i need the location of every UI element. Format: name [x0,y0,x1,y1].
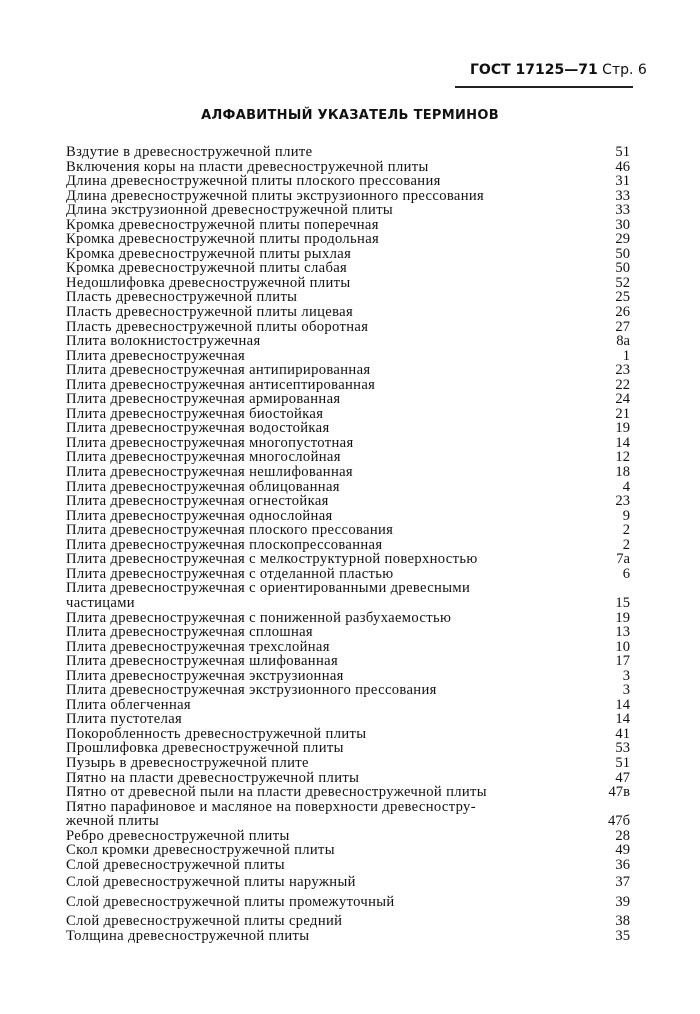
index-entry [66,436,630,451]
entry-term: Плита древесностружечная антипирированная [66,362,371,379]
entry-reference: 17 [615,653,630,670]
entry-term: Плита древесностружечная плоского прессования [66,522,394,539]
entry-reference: 8а [616,333,630,350]
entry-reference: 35 [615,927,630,944]
entry-reference: 50 [615,245,630,262]
page-header [470,62,647,78]
entry-term: Ребро древесностружечной плиты [66,827,290,844]
entry-term: Плита древесностружечная многослойная [66,449,341,466]
entry-term: частицами [66,594,135,611]
entry-reference: 47б [607,813,630,830]
entry-term: Покоробленность древесностружечной плиты [66,725,367,742]
index-entry [66,189,630,204]
index-entry [66,363,630,378]
index-entry [66,843,630,858]
index-entry [66,480,630,495]
entry-term: Прошлифовка древесностружечной плиты [66,740,344,757]
term-index-list [66,145,630,944]
entry-reference: 50 [615,260,630,277]
entry-term: Плита древесностружечная с мелкоструктурной поверхностью [66,551,478,568]
entry-term: Вздутие в древесностружечной плите [66,144,313,160]
entry-reference: 38 [615,913,630,930]
entry-term: Плита древесностружечная облицованная [66,478,340,495]
index-entry [66,567,630,582]
entry-reference: 14 [615,434,630,451]
entry-term: Плита древесностружечная шлифованная [66,653,339,670]
entry-term: Плита древесностружечная нешлифованная [66,464,353,481]
index-entry [66,814,630,829]
entry-reference: 36 [615,856,630,873]
index-entry [66,145,630,160]
entry-term: Пузырь в древесностружечной плите [66,754,309,771]
entry-reference: 23 [615,362,630,379]
index-entry [66,800,630,815]
entry-reference: 2 [622,536,630,553]
entry-reference: 19 [615,609,630,626]
index-entry [66,378,630,393]
index-entry [66,858,630,873]
entry-term: Плита древесностружечная огнестойкая [66,493,329,510]
entry-term: Плита древесностружечная биостойкая [66,405,324,422]
entry-term: Кромка древесностружечной плиты продольная [66,231,380,248]
entry-term: Слой древесностружечной плиты наружный [66,874,356,891]
entry-term: Плита древесностружечная однослойная [66,507,333,524]
entry-reference: 3 [622,682,630,699]
entry-term: Пятно парафиновое и масляное на поверхности древесностру- [66,798,476,815]
index-entry [66,829,630,844]
index-entry [66,895,630,910]
entry-term: Кромка древесностружечной плиты слабая [66,260,348,277]
entry-term: Пласть древесностружечной плиты лицевая [66,304,354,321]
index-entry [66,465,630,480]
entry-term: Длина древесностружечной плиты экструзионного прессования [66,187,485,204]
index-entry [66,232,630,247]
entry-term: Слой древесностружечной плиты средний [66,913,343,930]
entry-reference: 46 [615,158,630,175]
entry-term: Недошлифовка древесностружечной плиты [66,274,351,291]
entry-reference: 27 [615,318,630,335]
header-rule [455,86,633,88]
entry-term: Плита древесностружечная водостойкая [66,420,330,437]
entry-term: Плита облегченная [66,696,191,713]
entry-term: Плита пустотелая [66,711,183,728]
entry-reference: 13 [615,624,630,641]
entry-reference: 21 [615,405,630,422]
entry-reference: 6 [622,565,630,582]
index-entry [66,160,630,175]
entry-term: Пласть древесностружечной плиты [66,289,298,306]
entry-term: Толщина древесностружечной плиты [66,927,310,944]
entry-reference: 30 [615,216,630,233]
entry-reference: 22 [615,376,630,393]
entry-term: Пласть древесностружечной плиты оборотная [66,318,369,335]
entry-reference: 24 [615,391,630,408]
entry-reference: 2 [622,522,630,539]
entry-reference: 1 [622,347,630,364]
entry-reference: 15 [615,594,630,611]
entry-reference: 14 [615,711,630,728]
index-entry [66,727,630,742]
entry-term: Плита древесностружечная сплошная [66,624,313,641]
entry-reference: 9 [622,507,630,524]
entry-reference: 51 [615,144,630,160]
index-entry [66,875,630,890]
entry-reference: 31 [615,173,630,190]
index-entry [66,756,630,771]
index-entry [66,596,630,611]
entry-term: Слой древесностружечной плиты промежуточный [66,893,395,910]
index-entry [66,625,630,640]
index-entry [66,349,630,364]
index-entry [66,640,630,655]
index-entry [66,421,630,436]
entry-term: Слой древесностружечной плиты [66,856,285,873]
index-entry [66,552,630,567]
index-entry [66,523,630,538]
entry-term: Плита древесностружечная плоскопрессованная [66,536,383,553]
entry-term: Кромка древесностружечной плиты поперечная [66,216,379,233]
entry-reference: 28 [615,827,630,844]
index-entry [66,218,630,233]
entry-term: Длина древесностружечной плиты плоского прессования [66,173,441,190]
entry-reference: 33 [615,202,630,219]
entry-term: Плита древесностружечная трехслойная [66,638,330,655]
index-entry [66,914,630,929]
index-entry [66,785,630,800]
entry-term: Скол кромки древесностружечной плиты [66,842,335,859]
entry-reference: 3 [622,667,630,684]
entry-reference: 53 [615,740,630,757]
index-entry [66,203,630,218]
entry-term: Плита древесностружечная экструзионная [66,667,344,684]
index-entry [66,305,630,320]
entry-reference: 26 [615,304,630,321]
index-entry [66,654,630,669]
index-entry [66,611,630,626]
entry-reference: 39 [615,893,630,910]
index-entry [66,450,630,465]
entry-reference: 37 [615,874,630,891]
entry-term: Плита древесностружечная армированная [66,391,341,408]
index-entry [66,538,630,553]
index-entry [66,407,630,422]
index-entry [66,276,630,291]
index-entry [66,698,630,713]
index-entry [66,771,630,786]
entry-reference: 4 [622,478,630,495]
entry-term: Плита древесностружечная антисептированная [66,376,376,393]
index-entry [66,509,630,524]
entry-term: Плита древесностружечная с ориентированными древесными [66,580,471,597]
index-entry [66,320,630,335]
index-entry [66,669,630,684]
standard-number: ГОСТ 17125—71 [470,62,598,78]
index-entry [66,494,630,509]
index-entry [66,247,630,262]
entry-reference: 41 [615,725,630,742]
index-entry [66,741,630,756]
entry-term: жечной плиты [66,813,160,830]
entry-reference: 47 [615,769,630,786]
page-title: АЛФАВИТНЫЙ УКАЗАТЕЛЬ ТЕРМИНОВ [201,108,499,123]
entry-reference: 19 [615,420,630,437]
page-number: Стр. 6 [602,62,647,78]
index-entry [66,581,630,596]
entry-term: Плита древесностружечная с отделанной пластью [66,565,394,582]
entry-term: Плита древесностружечная экструзионного прессования [66,682,437,699]
entry-reference: 47в [608,784,630,801]
index-entry [66,712,630,727]
entry-term: Плита древесностружечная многопустотная [66,434,354,451]
entry-term: Плита волокнистостружечная [66,333,261,350]
entry-reference: 7а [616,551,630,568]
entry-term: Плита древесностружечная с пониженной разбухаемостью [66,609,452,626]
index-entry [66,929,630,944]
entry-reference: 10 [615,638,630,655]
index-entry [66,334,630,349]
index-entry [66,290,630,305]
entry-term: Кромка древесностружечной плиты рыхлая [66,245,352,262]
entry-reference: 14 [615,696,630,713]
entry-term: Пятно от древесной пыли на пласти древесностружечной плиты [66,784,487,801]
entry-term: Плита древесностружечная [66,347,246,364]
index-entry [66,683,630,698]
index-entry [66,174,630,189]
entry-reference: 52 [615,274,630,291]
entry-reference: 23 [615,493,630,510]
entry-reference: 29 [615,231,630,248]
entry-reference: 18 [615,464,630,481]
entry-reference: 12 [615,449,630,466]
entry-reference: 33 [615,187,630,204]
index-entry [66,392,630,407]
entry-reference: 51 [615,754,630,771]
entry-term: Включения коры на пласти древесностружечной плиты [66,158,429,175]
entry-term: Пятно на пласти древесностружечной плиты [66,769,360,786]
entry-term: Длина экструзионной древесностружечной плиты [66,202,394,219]
index-entry [66,261,630,276]
entry-reference: 25 [615,289,630,306]
entry-reference: 49 [615,842,630,859]
